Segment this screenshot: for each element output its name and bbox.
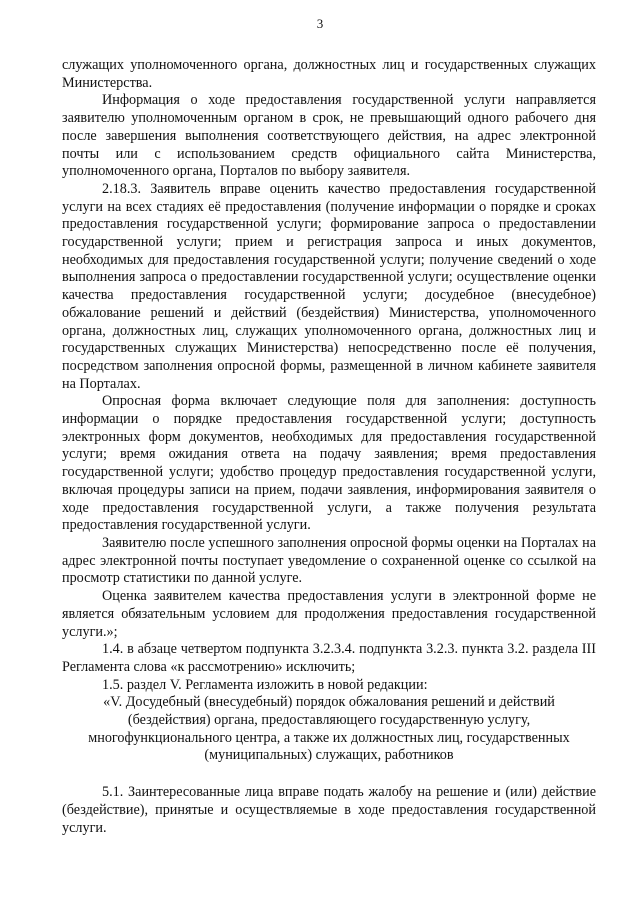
- document-body: [62, 57, 596, 837]
- heading-spacer: [62, 765, 596, 784]
- paragraph-continuation: служащих уполномоченного органа, должностных лиц и государственных служащих Министерства.: [62, 57, 596, 91]
- paragraph-survey-form: Опросная форма включает следующие поля для заполнения: доступность информации о порядке предоставления государственной услуги; доступность электронных форм документов, необходимых для предоставления государственной услуги; время ожидания ответа на подачу заявления; время предоставления государственной услуги; удобство процедур предоставления государственной услуги, включая процедуры записи на прием, подачи заявления, информирования заявителя о ходе предоставления государственной услуги, а также получения результата предоставления государственной услуги.: [62, 393, 596, 534]
- paragraph-1-4: 1.4. в абзаце четвертом подпункта 3.2.3.4. подпункта 3.2.3. пункта 3.2. раздела III Регламента слова «к рассмотрению» исключить;: [62, 641, 596, 675]
- section-v-heading: «V. Досудебный (внесудебный) порядок обжалования решений и действий (бездействия) органа, предоставляющего государственную услугу, многофункционального центра, а также их должностных лиц, государственных (муниципальных) служащих, работников: [88, 694, 570, 764]
- paragraph-1-5: 1.5. раздел V. Регламента изложить в новой редакции:: [102, 676, 428, 693]
- paragraph-5-1: 5.1. Заинтересованные лица вправе подать жалобу на решение и (или) действие (бездействие), принятые и осуществляемые в ходе предоставления государственной услуги.: [62, 784, 596, 836]
- paragraph-evaluation-optional: Оценка заявителем качества предоставления услуги в электронной форме не является обязательным условием для продолжения предоставления государственной услуги.»;: [62, 588, 596, 640]
- page-number: 3: [316, 16, 324, 31]
- paragraph-notification: Заявителю после успешного заполнения опросной формы оценки на Порталах на адрес электронной почты поступает уведомление о сохраненной оценке со ссылкой на просмотр статистики по данной услуге.: [62, 534, 596, 587]
- paragraph-2-18-3: 2.18.3. Заявитель вправе оценить качество предоставления государственной услуги на всех стадиях её предоставления (получение информации о порядке и сроках предоставления государственной услуги; формирование запроса о предоставлении государственной услуги; прием и регистрация запроса и иных документов, необходимых для предоставления государственной услуги; получение сведений о ходе выполнения запроса о предоставлении государственной услуги; осуществление оценки качества предоставления государственной услуги; досудебное (внесудебное) обжалование решений и действий (бездействия) Министерства, уполномоченного органа, должностных лиц, служащих уполномоченного органа, должностных лиц и государственных служащих Министерства) непосредственно после её получения, посредством заполнения опросной формы, размещенной в личном кабинете заявителя на Порталах.: [62, 180, 596, 392]
- paragraph-information-progress: Информация о ходе предоставления государственной услуги направляется заявителю уполномоченным органом в срок, не превышающий одного рабочего дня после завершения выполнения соответствующего действия, на адрес электронной почты или с использованием средств официального сайта Министерства, уполномоченного органа, Порталов по выбору заявителя.: [62, 92, 596, 180]
